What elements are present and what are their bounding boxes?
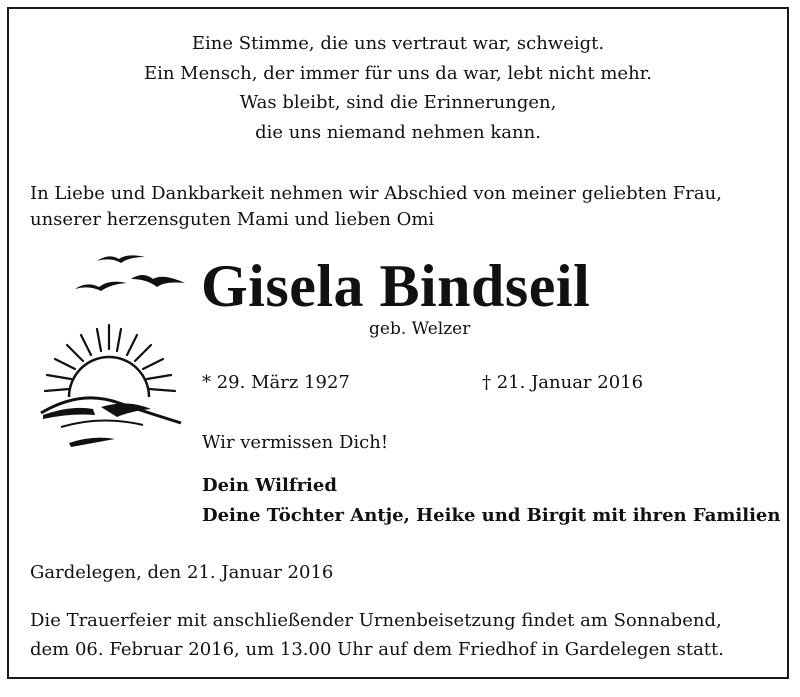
obituary-notice <box>7 7 789 679</box>
farewell-line: In Liebe und Dankbarkeit nehmen wir Abschied von meiner geliebten Frau, <box>30 183 722 204</box>
funeral-information <box>30 606 750 664</box>
farewell-text <box>30 181 775 233</box>
poem-line: die uns niemand nehmen kann. <box>255 121 541 143</box>
mourner-line: Deine Töchter Antje, Heike und Birgit mit ihren Familien <box>202 505 781 526</box>
flying-birds-icon <box>61 245 191 297</box>
death-date: † 21. Januar 2016 <box>482 372 644 393</box>
sunset-over-hills-icon <box>31 319 191 451</box>
poem-line: Was bleibt, sind die Erinnerungen, <box>239 92 557 113</box>
poem-line: Ein Mensch, der immer für uns da war, lebt nicht mehr. <box>143 62 653 84</box>
deceased-name: Gisela Bindseil <box>201 253 591 319</box>
mourner-line: Dein Wilfried <box>202 475 337 496</box>
maiden-name: geb. Welzer <box>369 319 471 339</box>
place-and-date: Gardelegen, den 21. Januar 2016 <box>30 562 334 583</box>
mourners-list <box>202 471 780 531</box>
funeral-line: Die Trauerfeier mit anschließender Urnenbeisetzung findet am Sonnabend, <box>30 610 722 631</box>
funeral-line: dem 06. Februar 2016, um 13.00 Uhr auf dem Friedhof in Gardelegen statt. <box>30 639 724 660</box>
birth-date: * 29. März 1927 <box>202 372 350 393</box>
poem-line: Eine Stimme, die uns vertraut war, schweigt. <box>191 33 605 54</box>
memorial-poem <box>9 29 787 147</box>
farewell-line: unserer herzensguten Mami und lieben Omi <box>30 209 435 230</box>
memorial-message: Wir vermissen Dich! <box>202 432 389 453</box>
